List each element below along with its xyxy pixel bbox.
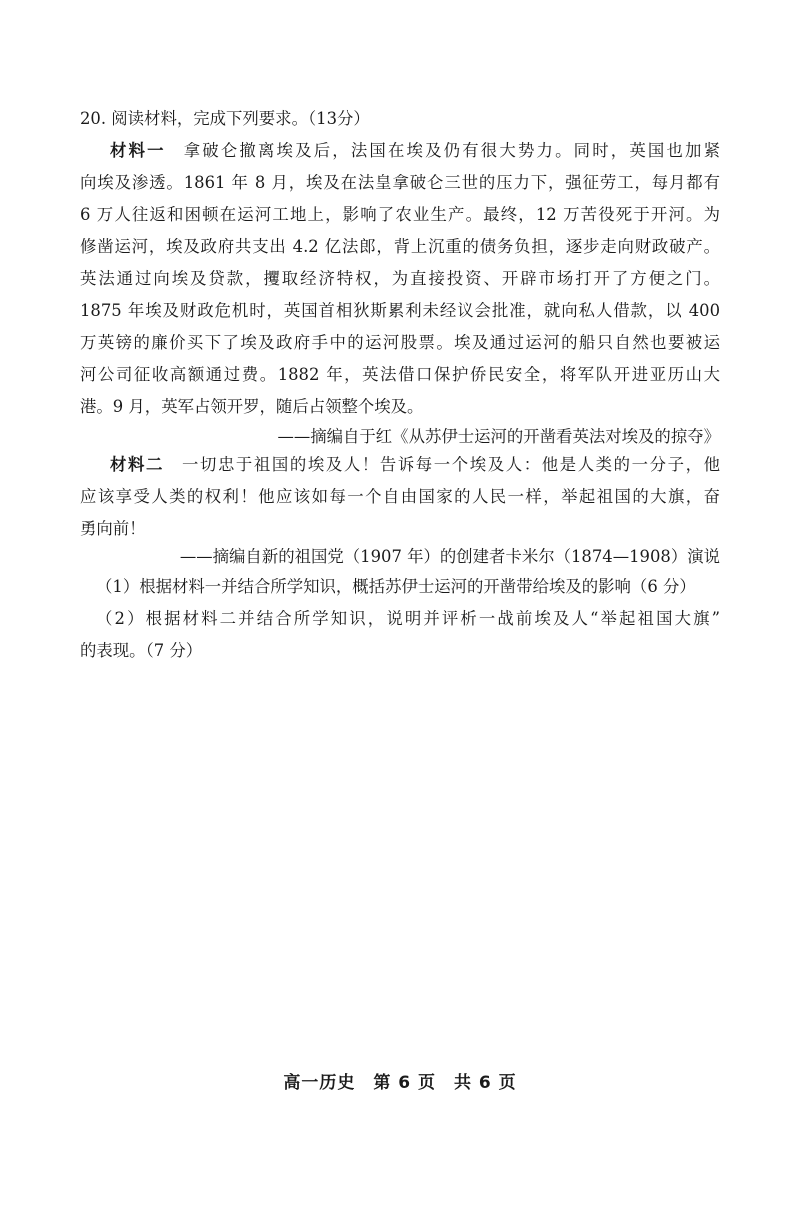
task-1: （1）根据材料一并结合所学知识，概括苏伊士运河的开凿带给埃及的影响（6 分） bbox=[96, 577, 696, 596]
material1-line-6: 1875 年埃及财政危机时，英国首相狄斯累利未经议会批准，就向私人借款，以 400 bbox=[80, 301, 720, 320]
material2-line-1 bbox=[110, 449, 720, 481]
task-2-line-2: 的表现。（7 分） bbox=[80, 641, 203, 660]
material2-line-3: 勇向前！ bbox=[80, 519, 146, 538]
material1-text-1: 拿破仑撤离埃及后，法国在埃及仍有很大势力。同时，英国也加紧 bbox=[183, 141, 720, 160]
material1-line-1 bbox=[110, 135, 720, 167]
material1-line-9: 港。9 月，英军占领开罗，随后占领整个埃及。 bbox=[80, 397, 424, 416]
material1-source: ——摘编自于红《从苏伊士运河的开凿看英法对埃及的掠夺》 bbox=[277, 427, 720, 446]
page-footer: 高一历史 第 6 页 共 6 页 bbox=[283, 1073, 517, 1093]
material2-source: ——摘编自新的祖国党（1907 年）的创建者卡米尔（1874—1908）演说 bbox=[179, 547, 720, 566]
material1-line-2: 向埃及渗透。1861 年 8 月，埃及在法皇拿破仑三世的压力下，强征劳工，每月都有 bbox=[80, 173, 720, 192]
material2-label: 材料二 bbox=[110, 455, 164, 474]
material1-line-7: 万英镑的廉价买下了埃及政府手中的运河股票。埃及通过运河的船只自然也要被运 bbox=[80, 333, 720, 352]
material1-label: 材料一 bbox=[110, 141, 166, 160]
material1-line-5: 英法通过向埃及贷款，攫取经济特权，为直接投资、开辟市场打开了方便之门。 bbox=[80, 269, 720, 288]
material1-line-3: 6 万人往返和困顿在运河工地上，影响了农业生产。最终，12 万苦役死于开河。为 bbox=[80, 205, 720, 224]
task-2-line-1: （2）根据材料二并结合所学知识，说明并评析一战前埃及人“举起祖国大旗” bbox=[96, 609, 720, 628]
material2-text-1: 一切忠于祖国的埃及人！告诉每一个埃及人：他是人类的一分子，他 bbox=[181, 455, 720, 474]
question-title: 20. 阅读材料，完成下列要求。（13分） bbox=[80, 109, 370, 128]
material1-line-8: 河公司征收高额通过费。1882 年，英法借口保护侨民安全，将军队开进亚历山大 bbox=[80, 365, 720, 384]
material1-line-4: 修凿运河，埃及政府共支出 4.2 亿法郎，背上沉重的债务负担，逐步走向财政破产。 bbox=[80, 237, 720, 256]
material2-line-2: 应该享受人类的权利！他应该如每一个自由国家的人民一样，举起祖国的大旗，奋 bbox=[80, 487, 720, 506]
